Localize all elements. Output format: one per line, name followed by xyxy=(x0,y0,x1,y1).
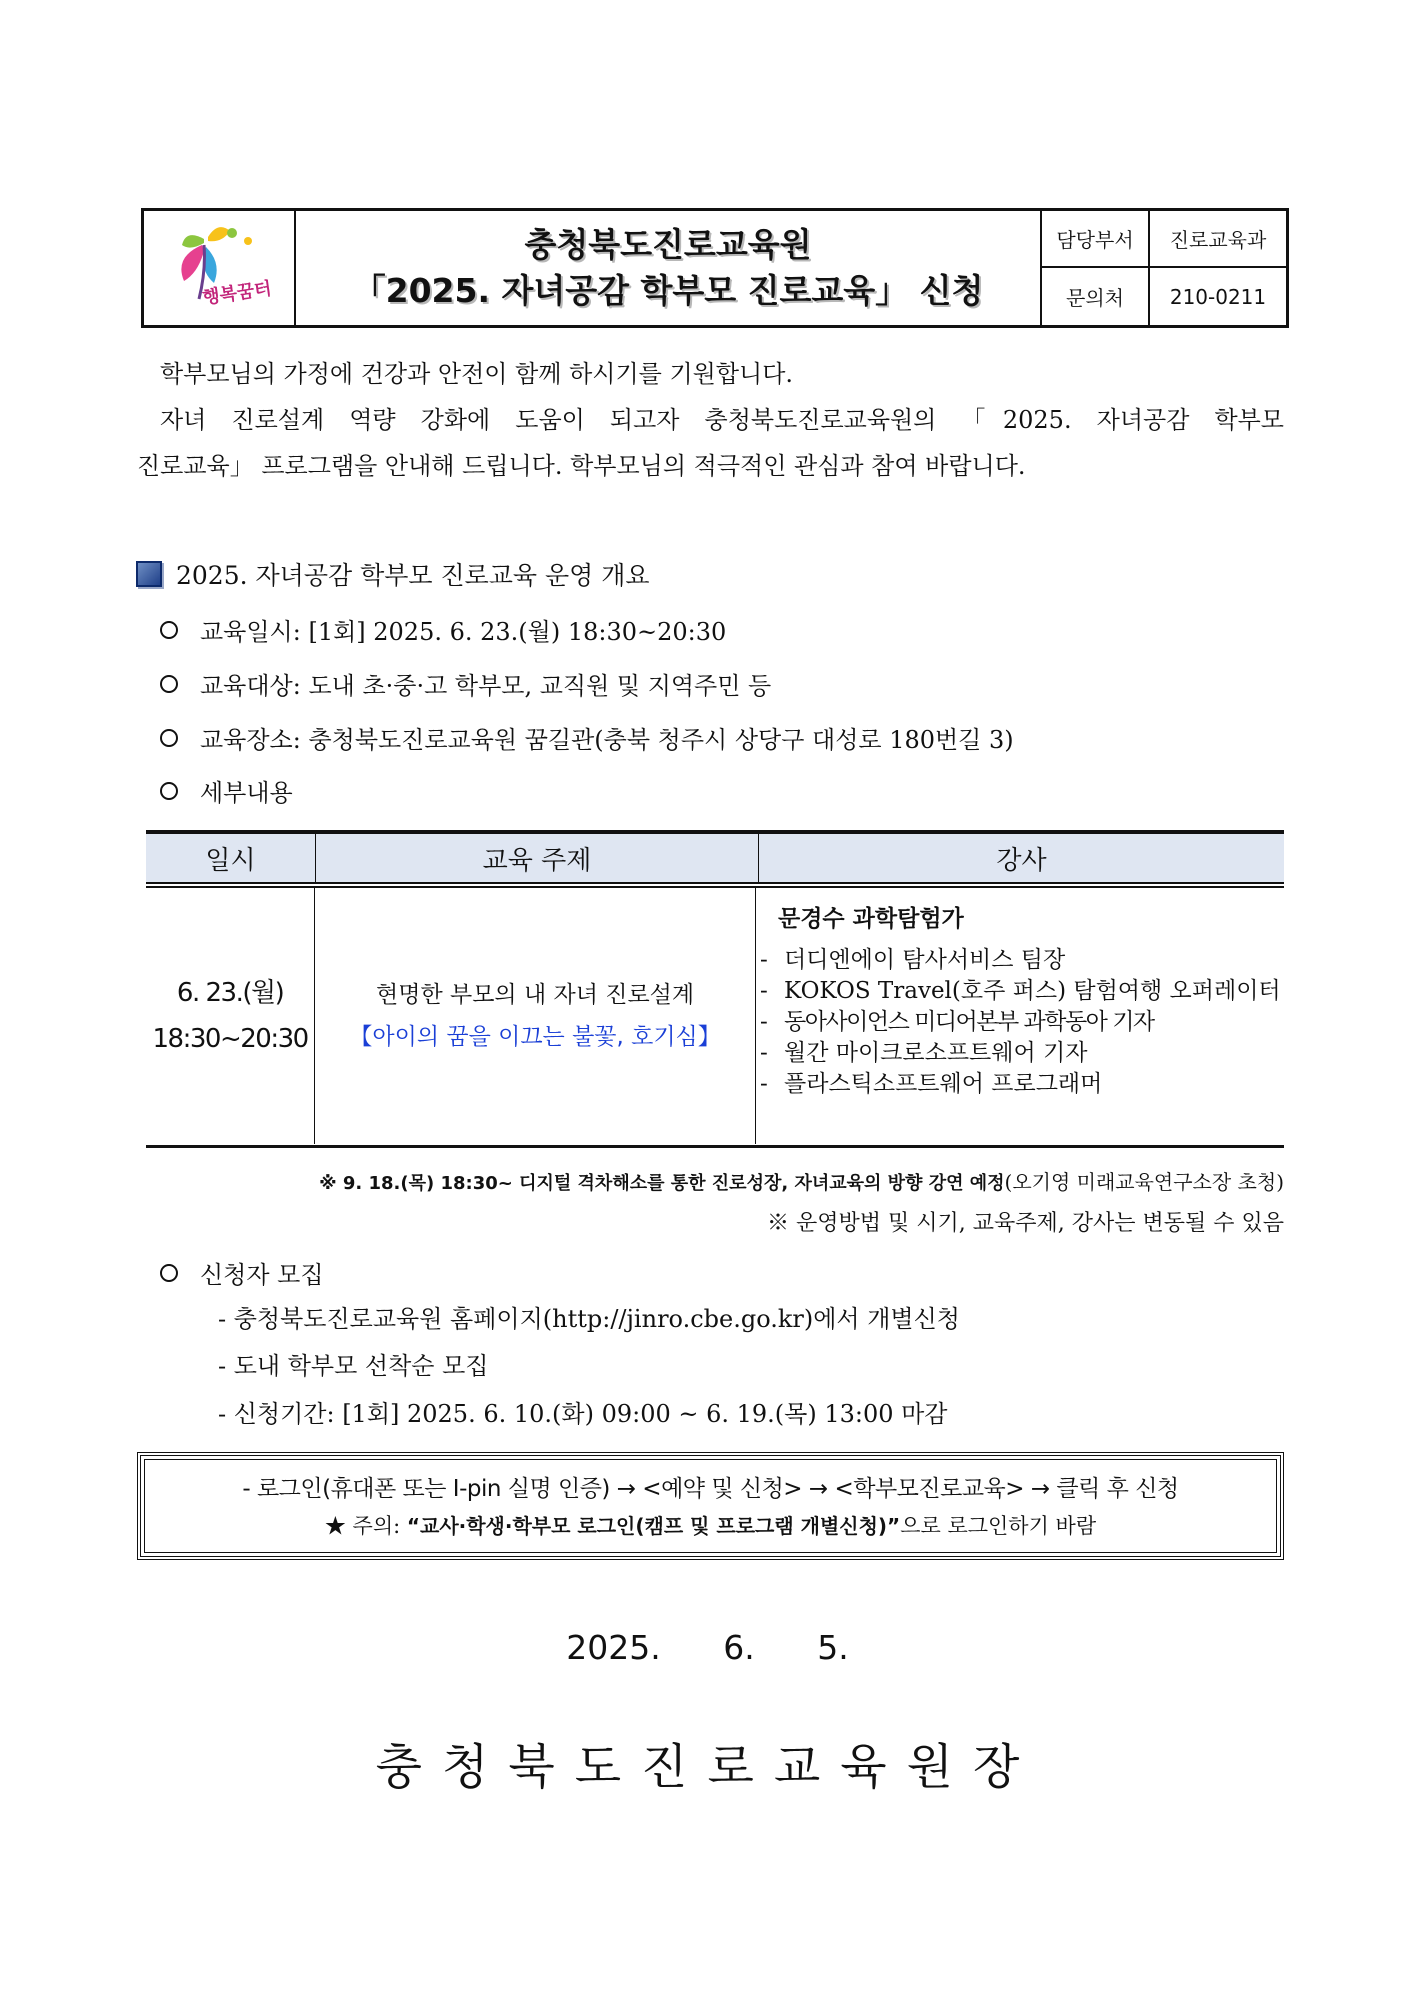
schedule-table xyxy=(146,830,1284,1148)
apply-title: 신청자 모집 xyxy=(200,1261,324,1289)
logo-cell xyxy=(144,211,296,325)
header-date: 일시 xyxy=(146,834,316,882)
note-lecture-bold: ※ 9. 18.(목) 18:30~ 디지털 격차해소를 통한 진로성장, 자녀교육의 방향 강연 예정 xyxy=(319,1173,1005,1194)
logo-text: 행복꿈터 xyxy=(201,278,273,309)
bullet-date xyxy=(160,612,726,647)
circle-bullet-icon xyxy=(160,1264,178,1282)
header-lecturer: 강사 xyxy=(996,845,1047,876)
lecturer-career: 동아사이언스 미디어본부 과학동아 기자 xyxy=(784,1009,1154,1035)
document-date xyxy=(0,1628,1415,1667)
apply-item-2: - 도내 학부모 선착순 모집 xyxy=(218,1352,489,1380)
instruction-line-1: - 로그인(휴대폰 또는 I-pin 실명 인증) → <예약 및 신청> → <학부모진로교육> → 클릭 후 신청 xyxy=(242,1476,1179,1502)
lecturer-career: 더디엔에이 탐사서비스 팀장 xyxy=(784,947,1066,973)
bullet-place-text: 교육장소: 충청북도진로교육원 꿈길관(충북 청주시 상당구 대성로 180번길 3) xyxy=(200,726,1014,754)
title-line-2: 「2025. 자녀공감 학부모 진로교육」 신청 xyxy=(352,271,984,310)
document-title xyxy=(296,211,1040,325)
cell-topic-subtitle: 【아이의 꿈을 이끄는 불꽃, 호기심】 xyxy=(349,1024,721,1050)
date-day: 5. xyxy=(817,1628,849,1667)
circle-bullet-icon xyxy=(160,621,178,639)
note-change: ※ 운영방법 및 시기, 교육주제, 강사는 변동될 수 있음 xyxy=(767,1211,1284,1236)
circle-bullet-icon xyxy=(160,782,178,800)
list-item: - 플라스틱소프트웨어 프로그래머 xyxy=(760,1069,1284,1100)
circle-bullet-icon xyxy=(160,675,178,693)
instruction-suffix: 으로 로그인하기 바람 xyxy=(900,1514,1097,1538)
section-heading xyxy=(136,556,650,592)
note-lecture-rest: (오기영 미래교육연구소장 초청) xyxy=(1004,1170,1284,1194)
table-header-row xyxy=(146,834,1284,882)
list-item: - KOKOS Travel(호주 퍼스) 탐험여행 오퍼레이터 xyxy=(760,976,1284,1007)
list-item: - 월간 마이크로소프트웨어 기자 xyxy=(760,1038,1284,1069)
bullet-apply xyxy=(160,1255,324,1290)
date-year: 2025. xyxy=(566,1628,661,1667)
intro-line-1: 학부모님의 가정에 건강과 안전이 함께 하시기를 기원합니다. xyxy=(160,360,794,388)
list-item: - 동아사이언스 미디어본부 과학동아 기자 xyxy=(760,1007,1284,1038)
section-title: 2025. 자녀공감 학부모 진로교육 운영 개요 xyxy=(176,561,650,590)
contact-value: 210-0211 xyxy=(1169,284,1267,309)
contact-label: 문의처 xyxy=(1042,268,1150,325)
lecturer-career: KOKOS Travel(호주 퍼스) 탐험여행 오퍼레이터 xyxy=(784,978,1281,1004)
bullet-detail xyxy=(160,773,293,808)
title-line-1: 충청북도진로교육원 xyxy=(524,225,812,264)
apply-item-3: - 신청기간: [1회] 2025. 6. 10.(화) 09:00 ~ 6. 19.(목) 13:00 마감 xyxy=(218,1400,948,1428)
lecturer-career: 월간 마이크로소프트웨어 기자 xyxy=(784,1040,1088,1066)
intro-line-3: 진로교육」 프로그램을 안내해 드립니다. 학부모님의 적극적인 관심과 참여 바랍니다. xyxy=(137,452,1026,480)
cell-date-line-2: 18:30~20:30 xyxy=(152,1024,308,1054)
contact-info-table xyxy=(1040,211,1286,325)
instruction-line-2 xyxy=(325,1509,1096,1543)
header-topic: 교육 주제 xyxy=(316,834,759,882)
logo-icon xyxy=(144,211,294,325)
cell-date xyxy=(146,888,315,1144)
circle-bullet-icon xyxy=(160,729,178,747)
cell-date-line-1: 6. 23.(월) xyxy=(176,978,284,1008)
dept-value: 진로교육과 xyxy=(1150,211,1286,268)
list-item: - 더디엔에이 탐사서비스 팀장 xyxy=(760,945,1284,976)
header-box xyxy=(141,208,1289,328)
table-bottom-border xyxy=(146,1145,1284,1148)
section-square-icon xyxy=(136,561,162,587)
cell-topic xyxy=(315,888,756,1144)
table-row xyxy=(146,888,1284,1144)
lecturer-name: 문경수 과학탐험가 xyxy=(778,906,964,932)
bullet-target xyxy=(160,666,771,701)
instruction-caution-label: ★ 주의: xyxy=(324,1514,407,1538)
instruction-login-type: “교사·학생·학부모 로그인(캠프 및 프로그램 개별신청)” xyxy=(406,1514,901,1538)
cell-lecturer xyxy=(756,888,1284,1144)
cell-topic-title: 현명한 부모의 내 자녀 진로설계 xyxy=(376,982,695,1008)
bullet-date-text: 교육일시: [1회] 2025. 6. 23.(월) 18:30~20:30 xyxy=(200,618,727,646)
bullet-detail-text: 세부내용 xyxy=(200,779,293,807)
bullet-target-text: 교육대상: 도내 초·중·고 학부모, 교직원 및 지역주민 등 xyxy=(200,672,772,700)
instruction-box xyxy=(137,1452,1284,1560)
lecturer-career: 플라스틱소프트웨어 프로그래머 xyxy=(784,1071,1103,1097)
date-month: 6. xyxy=(723,1628,755,1667)
apply-item-1: - 충청북도진로교육원 홈페이지(http://jinro.cbe.go.kr)에서 개별신청 xyxy=(218,1305,960,1333)
dept-label: 담당부서 xyxy=(1042,211,1150,268)
note-lecture xyxy=(319,1166,1284,1195)
intro-line-2: 자녀 진로설계 역량 강화에 도움이 되고자 충청북도진로교육원의 「2025. 자녀공감 학부모 xyxy=(160,406,1284,434)
bullet-place xyxy=(160,720,1014,755)
signature: 충청북도진로교육원장 xyxy=(375,1739,1040,1795)
